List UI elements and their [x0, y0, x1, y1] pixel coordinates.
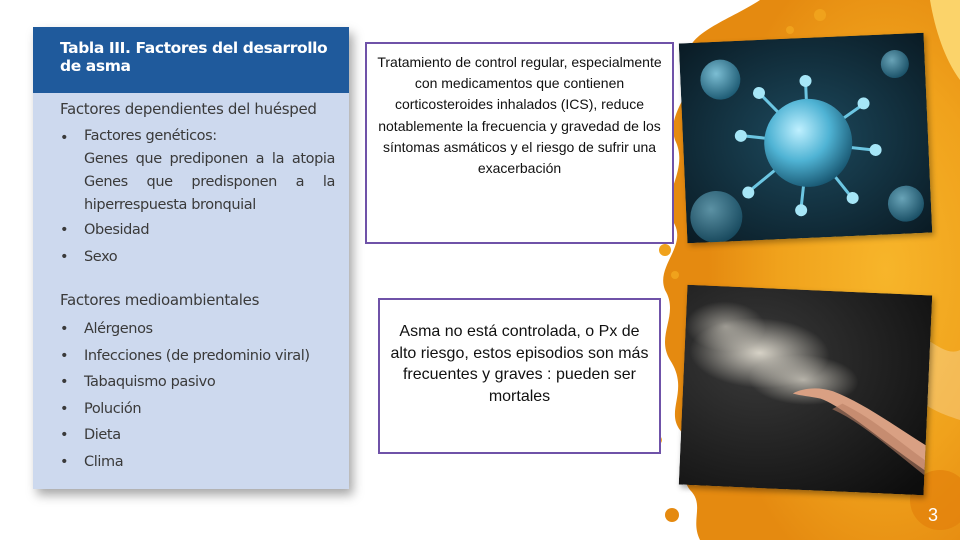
- factors-table: [33, 27, 349, 489]
- genetic-line: Genes que prediponen a la atopia: [84, 151, 335, 167]
- list-item: [60, 125, 335, 217]
- list-item: • Infecciones (de predominio viral): [60, 343, 335, 370]
- page-number: 3: [927, 505, 938, 525]
- list-item: • Obesidad: [60, 217, 335, 244]
- list-item: • Sexo: [60, 244, 335, 271]
- list-item: • Clima: [60, 449, 335, 476]
- genetic-line: Genes que predisponen a la: [84, 174, 335, 190]
- list-item: • Dieta: [60, 422, 335, 449]
- section-heading-host: Factores dependientes del huésped: [60, 100, 317, 118]
- hand-dust-photo: [679, 285, 932, 495]
- uncontrolled-asthma-text-box: Asma no está controlada, o Px de alto riesgo, estos episodios son más frecuentes y graves : pueden ser mortales: [378, 298, 661, 454]
- treatment-text-box: Tratamiento de control regular, especialmente con medicamentos que contienen corticosteroides inhalados (ICS), reduce notablemente la frecuencia y gravedad de los síntomas asmáticos y el riesgo de sufrir una exacerbación: [365, 42, 674, 244]
- list-item: • Tabaquismo pasivo: [60, 369, 335, 396]
- virus-illustration-icon: [679, 33, 932, 243]
- list-item: • Alérgenos: [60, 316, 335, 343]
- table-title: Tabla III. Factores del desarrollo de asma: [33, 27, 349, 93]
- genetic-factors-title: • Factores genéticos:: [84, 128, 217, 144]
- genetic-line: hiperrespuesta bronquial: [84, 197, 256, 213]
- list-item: • Polución: [60, 396, 335, 423]
- table-body: [33, 93, 349, 475]
- host-factors-list: [60, 125, 335, 270]
- environment-factors-list: [60, 316, 335, 475]
- virus-photo: [679, 33, 932, 243]
- hand-blowing-powder-icon: [679, 285, 932, 495]
- section-heading-environment: Factores medioambientales: [60, 291, 260, 309]
